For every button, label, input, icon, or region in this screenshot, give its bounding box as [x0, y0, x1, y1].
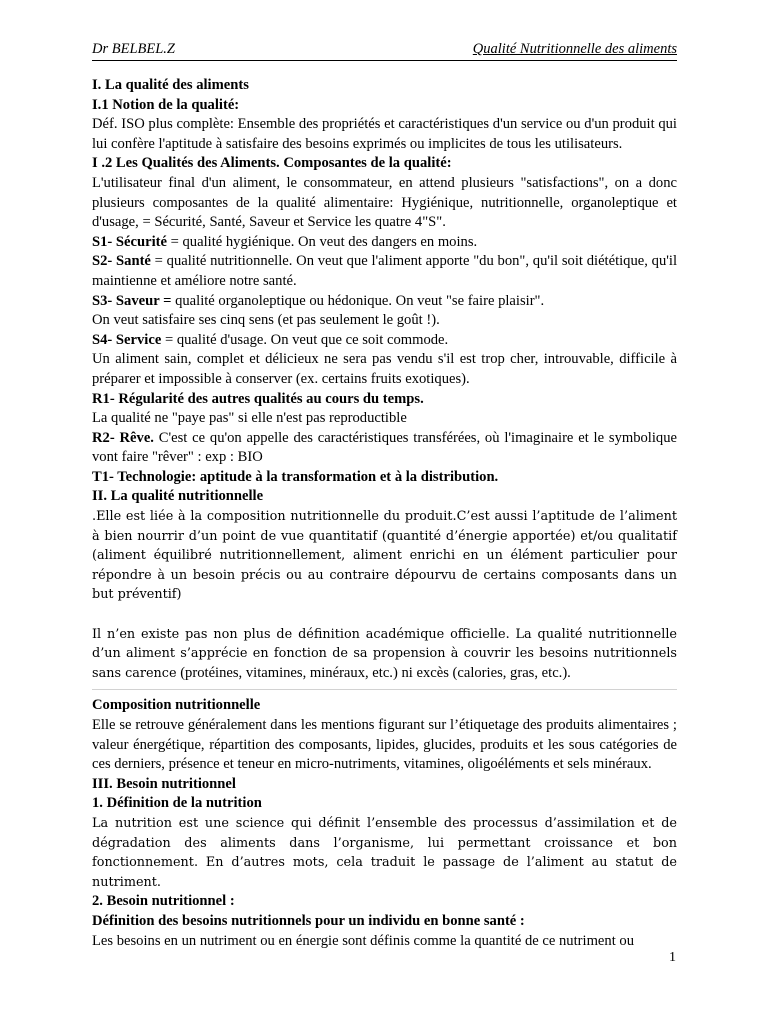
- term-label: S1- Sécurité: [92, 233, 167, 250]
- paragraph: .Elle est liée à la composition nutritionnelle du produit.C’est aussi l’aptitude de l’aliment à bien nourrir d’un point de vue quantitatif (quantité d’énergie apportée) et/ou qualitatif (aliment équilibré nutritionnellement, aliment enrichi en un élément particulier pour répondre à un besoin précis ou au contraire dépourvu de certains composants dans un but préventif): [92, 509, 677, 603]
- term-eq: =: [159, 292, 172, 309]
- paragraph: [92, 292, 677, 312]
- page-header: [92, 40, 677, 58]
- term-label: S4- Service: [92, 331, 162, 348]
- term-text: = qualité hygiénique. On veut des dangers en moins.: [166, 233, 478, 250]
- paragraph: L'utilisateur final d'un aliment, le consommateur, en attend plusieurs "satisfactions", on a donc plusieurs composantes de la qualité alimentaire: Hygiénique, nutritionnelle, organoleptique et d'usage, = Sécurité, Santé, Saveur et Service les quatre 4"S".: [92, 174, 677, 231]
- term-text: = qualité nutritionnelle. On veut que l'aliment apporte "du bon", qu'il soit diététique, qu'il maintienne et améliore notre santé.: [92, 253, 677, 289]
- term-label: S2- Santé: [92, 253, 151, 270]
- subsection-heading: 1. Définition de la nutrition: [92, 795, 262, 812]
- term-label: R2- Rêve.: [92, 429, 154, 446]
- spacer: [92, 605, 677, 625]
- term-label: S3- Saveur: [92, 292, 160, 309]
- paragraph: Déf. ISO plus complète: Ensemble des propriétés et caractéristiques d'un service ou d'un produit qui lui confère l'aptitude à satisfaire des besoins exprimés ou implicites de tous les utilisateurs.: [92, 116, 677, 152]
- section-heading: II. La qualité nutritionnelle: [92, 488, 264, 505]
- term-text: = qualité d'usage. On veut que ce soit commode.: [161, 331, 449, 348]
- term-heading: R1- Régularité des autres qualités au cours du temps.: [92, 390, 424, 407]
- page-number: 1: [669, 950, 676, 965]
- text-run: Il n’en existe pas non plus de définition académique officielle. La qualité nutritionnelle d’un aliment s’apprécie en fonction de sa propension à couvrir les besoins nutritionnels sans carence: [92, 626, 677, 681]
- paragraph: La nutrition est une science qui définit l’ensemble des processus d’assimilation et de dégradation des aliments dans l’organisme, lui permettant croissance et bon fonctionnement. En d’autres mots, cela traduit le passage de l’aliment au statut de nutriment.: [92, 815, 677, 890]
- text-run: des produits alimentaires ; valeur énergétique, répartition des composants, lipides, glucides, produits et les sous catégories de ces derniers, présence et teneur en micro-nutriments, vitamines, oligoéléments et sels minéraux.: [92, 717, 677, 773]
- header-title: Qualité Nutritionnelle des aliments: [472, 41, 677, 57]
- paragraph: On veut satisfaire ses cinq sens (et pas seulement le goût !).: [92, 312, 440, 329]
- paragraph: [92, 331, 677, 351]
- section-heading: III. Besoin nutritionnel: [92, 775, 236, 792]
- paragraph: [92, 233, 677, 253]
- text-run: Elle se retrouve généralement dans les mentions figurant sur l’étiquetage: [92, 717, 519, 733]
- paragraph: [92, 429, 677, 468]
- separator: [92, 689, 677, 690]
- subsection-heading: 2. Besoin nutritionnel :: [92, 893, 235, 910]
- paragraph: La qualité ne "paye pas" si elle n'est pas reproductible: [92, 410, 407, 427]
- subsection-heading: Composition nutritionnelle: [92, 697, 261, 714]
- text-run: (protéines, vitamines, minéraux, etc.) ni excès (calories, gras, etc.).: [176, 664, 571, 681]
- term-text: qualité organoleptique ou hédonique. On veut "se faire plaisir".: [171, 292, 545, 309]
- header-rule: [92, 60, 677, 61]
- paragraph: [92, 625, 677, 684]
- paragraph: [92, 716, 677, 775]
- subsection-heading: I .2 Les Qualités des Aliments. Composantes de la qualité:: [92, 155, 452, 172]
- subsection-heading: Définition des besoins nutritionnels pour un individu en bonne santé :: [92, 912, 525, 929]
- subsection-heading: I.1 Notion de la qualité:: [92, 96, 240, 113]
- paragraph: [92, 252, 677, 291]
- paragraph: Les besoins en un nutriment ou en énergie sont définis comme la quantité de ce nutriment ou: [92, 932, 634, 949]
- paragraph: Un aliment sain, complet et délicieux ne sera pas vendu s'il est trop cher, introuvable, difficile à préparer et impossible à conserver (ex. certains fruits exotiques).: [92, 351, 677, 387]
- term-heading: T1- Technologie: aptitude à la transformation et à la distribution.: [92, 468, 499, 485]
- section-heading: I. La qualité des aliments: [92, 77, 249, 93]
- document-body: [92, 76, 677, 951]
- header-author: Dr BELBEL.Z: [92, 41, 175, 57]
- term-text: C'est ce qu'on appelle des caractéristiques transférées, où l'imaginaire et le symbolique vont faire "rêver" : exp : BIO: [92, 429, 677, 466]
